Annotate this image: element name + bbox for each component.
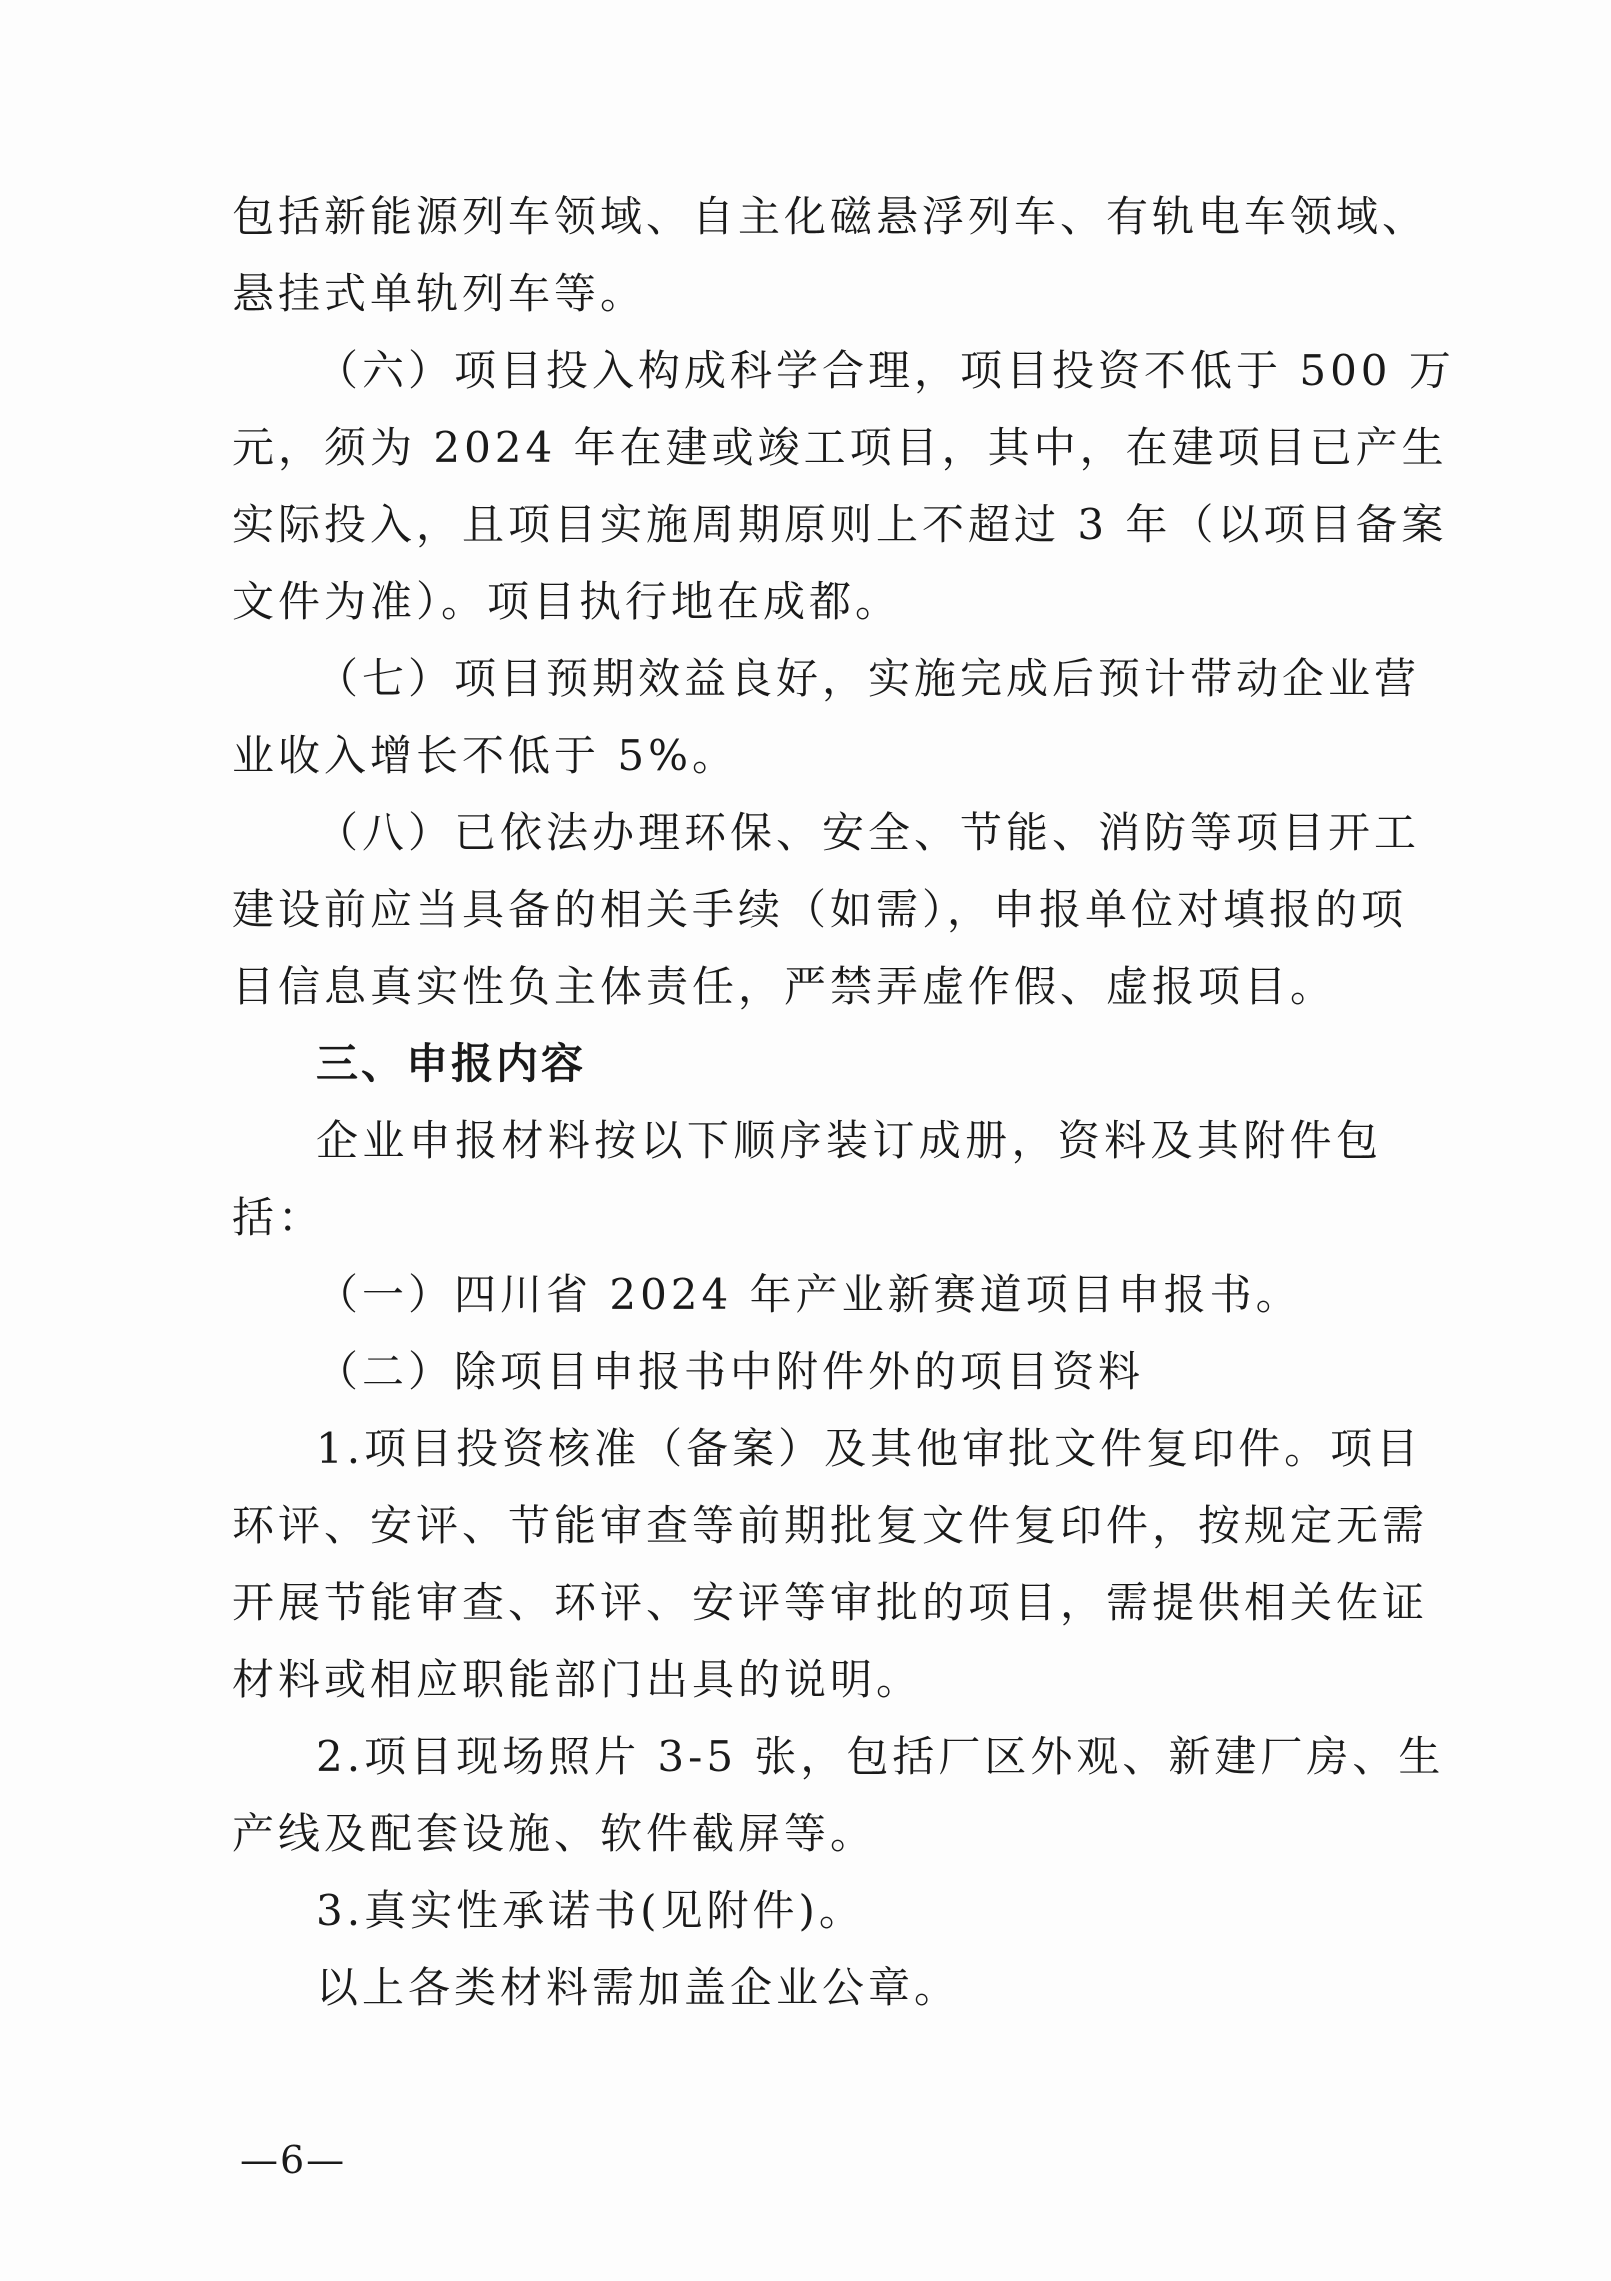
paragraph-line: 2.项目现场照片 3-5 张，包括厂区外观、新建厂房、生 — [316, 1732, 1445, 1781]
paragraph-line: 业收入增长不低于 5%。 — [232, 731, 738, 780]
paragraph-line: 悬挂式单轨列车等。 — [232, 269, 647, 318]
paragraph-line: 包括新能源列车领域、自主化磁悬浮列车、有轨电车领域、 — [232, 192, 1429, 241]
paragraph-line: 1.项目投资核准（备案）及其他审批文件复印件。项目 — [316, 1424, 1423, 1473]
body-text — [232, 178, 1455, 2026]
paragraph-line: 实际投入，且项目实施周期原则上不超过 3 年（以项目备案 — [232, 500, 1448, 549]
paragraph-line: 环评、安评、节能审查等前期批复文件复印件，按规定无需 — [232, 1501, 1429, 1550]
paragraph-line: （七）项目预期效益良好，实施完成后预计带动企业营 — [316, 654, 1421, 703]
paragraph-line: （八）已依法办理环保、安全、节能、消防等项目开工 — [316, 808, 1421, 857]
paragraph-line: （二）除项目申报书中附件外的项目资料 — [316, 1347, 1145, 1396]
paragraph-line: 材料或相应职能部门出具的说明。 — [232, 1655, 923, 1704]
paragraph-line: 开展节能审查、环评、安评等审批的项目，需提供相关佐证 — [232, 1578, 1429, 1627]
paragraph-line: （一）四川省 2024 年产业新赛道项目申报书。 — [316, 1270, 1302, 1319]
paragraph-line: 元，须为 2024 年在建或竣工项目，其中，在建项目已产生 — [232, 423, 1448, 472]
paragraph-line: 3.真实性承诺书(见附件)。 — [316, 1886, 865, 1935]
paragraph-line: 以上各类材料需加盖企业公章。 — [316, 1963, 961, 2012]
paragraph-line: 建设前应当具备的相关手续（如需），申报单位对填报的项 — [232, 885, 1408, 934]
paragraph-line: 文件为准）。项目执行地在成都。 — [232, 577, 902, 626]
page-number: —6— — [240, 2138, 347, 2182]
paragraph-line: （六）项目投入构成科学合理，项目投资不低于 500 万 — [316, 346, 1455, 395]
paragraph-line: 企业申报材料按以下顺序装订成册，资料及其附件包 — [316, 1116, 1382, 1165]
paragraph-line: 目信息真实性负主体责任，严禁弄虚作假、虚报项目。 — [232, 962, 1337, 1011]
section-heading: 三、申报内容 — [316, 1039, 587, 1088]
paragraph-line: 括： — [232, 1193, 325, 1242]
paragraph-line: 产线及配套设施、软件截屏等。 — [232, 1809, 877, 1858]
